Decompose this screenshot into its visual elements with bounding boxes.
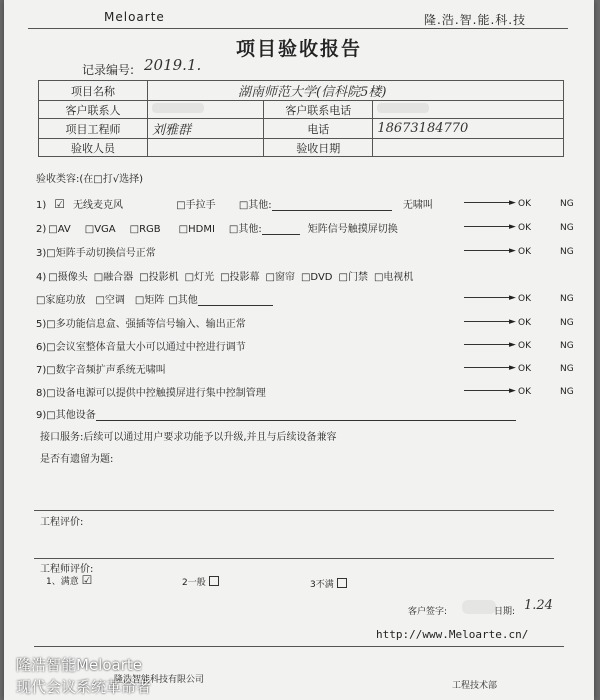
watermark-line-2: 现代会议系统革命者 xyxy=(16,678,152,696)
watermark-line-1: 隆浩智能Meloarte xyxy=(16,656,142,674)
ok-3: OK xyxy=(518,247,531,257)
tel-value: 18673184770 xyxy=(373,119,564,139)
record-number-value: 2019.1. xyxy=(144,56,202,74)
check-row-1: 1) ☑ 无线麦克风 □手拉手 □其他: 无啸叫 xyxy=(36,197,433,211)
website-url: http://www.Meloarte.cn/ xyxy=(376,628,529,641)
date-label: 验收日期 xyxy=(264,139,373,157)
project-name-label: 项目名称 xyxy=(39,81,148,101)
blurred-signature xyxy=(462,600,496,614)
checks-header: 验收类容:(在□打√选择) xyxy=(36,174,143,185)
brand-logo-text: Meloarte xyxy=(104,10,165,24)
engineer-eval-label: 工程师评价: xyxy=(40,564,94,575)
checker-label: 验收人员 xyxy=(39,139,148,157)
checkmark-icon: ☑ xyxy=(81,573,93,587)
customer-sign-label: 客户签字: xyxy=(408,607,448,617)
ok-7: OK xyxy=(518,364,531,374)
option-satisfied: 1、满意 ☑ xyxy=(46,573,93,587)
ng-4: NG xyxy=(560,294,574,304)
report-paper xyxy=(4,0,594,700)
option-average: 2一般 xyxy=(182,575,221,588)
project-info-table xyxy=(38,80,564,157)
contact-label: 客户联系人 xyxy=(39,101,148,119)
divider-2 xyxy=(34,558,554,559)
arrow-5: ► xyxy=(464,317,516,327)
ng-5: NG xyxy=(560,318,574,328)
checkbox-icon xyxy=(209,576,219,586)
check-row-7: 7)□数字音频扩声系统无啸叫 xyxy=(36,365,166,376)
arrow-6: ► xyxy=(464,340,516,350)
footer-department: 工程技术部 xyxy=(452,681,498,691)
arrow-4: ► xyxy=(464,293,516,303)
ng-6: NG xyxy=(560,341,574,351)
contact-phone-value xyxy=(373,101,564,119)
ok-2: OK xyxy=(518,223,531,233)
ng-7: NG xyxy=(560,364,574,374)
check-row-5: 5)□多功能信息盒、强插等信号输入、输出正常 xyxy=(36,319,246,330)
divider-1 xyxy=(34,510,554,511)
interface-service-text: 接口服务:后续可以通过用户要求功能予以升级,并且与后续设备兼容 xyxy=(40,432,337,443)
ok-8: OK xyxy=(518,387,531,397)
arrow-8: ► xyxy=(464,386,516,396)
check-row-6: 6)□会议室整体音量大小可以通过中控进行调节 xyxy=(36,342,246,353)
date-value xyxy=(373,139,564,157)
arrow-2: ► xyxy=(464,222,516,232)
check-row-3: 3)□矩阵手动切换信号正常 xyxy=(36,248,156,259)
remaining-issues-label: 是否有遗留为题: xyxy=(40,454,114,465)
check-row-9: 9)□其他设备 xyxy=(36,406,524,421)
ng-3: NG xyxy=(560,247,574,257)
check-row-4b: □家庭功放 □空调 □矩阵 □其他 xyxy=(36,291,281,306)
checker-value xyxy=(148,139,264,157)
check-row-2: 2) □AV □VGA □RGB □HDMI □其他: 矩阵信号触摸屏切换 xyxy=(36,224,398,235)
blurred-phone xyxy=(377,103,429,113)
ok-5: OK xyxy=(518,318,531,328)
checkbox-icon xyxy=(337,578,347,588)
project-name-value: 湖南师范大学(信科院5楼) xyxy=(148,81,564,101)
page-title: 项目验收报告 xyxy=(235,38,362,60)
ok-1: OK xyxy=(518,199,531,209)
header-divider xyxy=(28,28,568,29)
ok-4: OK xyxy=(518,294,531,304)
company-name: 隆.浩.智.能.科.技 xyxy=(424,13,527,27)
arrow-1: ► xyxy=(464,198,516,208)
ng-8: NG xyxy=(560,387,574,397)
contact-value xyxy=(148,101,264,119)
check-row-8: 8)□设备电源可以提供中控触摸屏进行集中控制管理 xyxy=(36,388,266,399)
footer-company: 隆浩智能科技有限公司 xyxy=(114,675,205,685)
contact-phone-label: 客户联系电话 xyxy=(264,101,373,119)
tel-label: 电话 xyxy=(264,119,373,139)
blurred-contact xyxy=(152,103,204,113)
arrow-3: ► xyxy=(464,246,516,256)
ng-2: NG xyxy=(560,223,574,233)
date-value-bottom: 1.24 xyxy=(524,598,553,613)
arrow-7: ► xyxy=(464,363,516,373)
check-row-4: 4) □摄像头 □融合器 □投影机 □灯光 □投影幕 □窗帘 □DVD □门禁 □电视机 xyxy=(36,272,414,283)
record-number-label: 记录编号: xyxy=(82,63,135,77)
engineer-value: 刘雅群 xyxy=(148,119,264,139)
date-label-bottom: 日期: xyxy=(494,607,516,617)
ng-1: NG xyxy=(560,199,574,209)
option-unsatisfied: 3不满 xyxy=(310,577,349,590)
engineering-eval-label: 工程评价: xyxy=(40,517,84,528)
footer-divider xyxy=(34,646,564,647)
engineer-label: 项目工程师 xyxy=(39,119,148,139)
checkmark-icon: ☑ xyxy=(54,197,66,211)
ok-6: OK xyxy=(518,341,531,351)
